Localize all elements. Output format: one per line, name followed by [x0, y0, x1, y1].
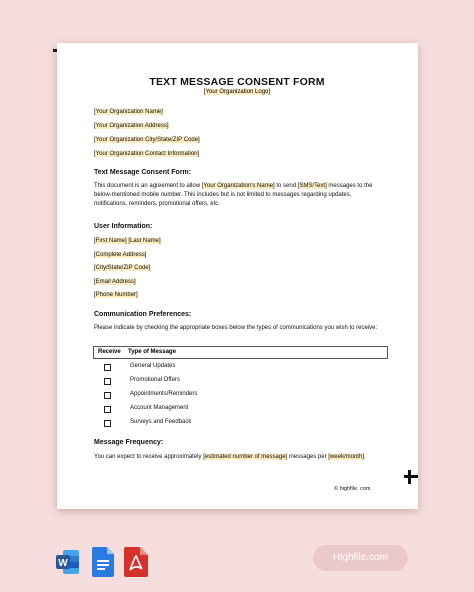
user-email: [Email Address]	[94, 279, 136, 285]
message-type-label: Account Management	[130, 405, 189, 411]
user-city: [City/State/ZIP Code]	[94, 265, 151, 271]
user-info-heading: User Information:	[94, 223, 153, 230]
user-name: [First Name] [Last Name]	[94, 238, 161, 244]
frequency-paragraph: You can expect to receive approximately [estimated number of message] messages per [week/month].	[94, 454, 366, 460]
org-address: [Your Organization Address]	[94, 123, 169, 129]
message-type-label: Appointments/Reminders	[130, 391, 198, 397]
copyright-footer: © highfile. com	[334, 486, 371, 492]
frequency-heading: Message Frequency:	[94, 439, 164, 446]
message-table-header	[93, 346, 388, 359]
comm-pref-text: Please indicate by checking the appropriate boxes below the types of communications you wish to receive:	[94, 325, 378, 331]
checkbox-account-management[interactable]	[104, 406, 111, 413]
org-city: [Your Organization City/State/ZIP Code]	[94, 137, 200, 143]
checkbox-promotional-offers[interactable]	[104, 378, 111, 385]
svg-text:W: W	[58, 558, 68, 569]
comm-pref-heading: Communication Preferences:	[94, 311, 192, 318]
user-phone: [Phone Number]	[94, 292, 138, 298]
col-receive: Receive	[98, 349, 121, 355]
pdf-icon[interactable]	[124, 547, 148, 577]
user-address: [Complete Address]	[94, 252, 147, 258]
logo-placeholder: [Your Organization Logo]	[203, 89, 271, 95]
col-message-type: Type of Message	[128, 349, 176, 355]
consent-heading: Text Message Consent Form:	[94, 169, 192, 176]
message-type-label: Promotional Offers	[130, 377, 180, 383]
message-type-label: Surveys and Feedback	[130, 419, 192, 425]
org-contact: [Your Organization Contact Information]	[94, 151, 200, 157]
document-title: TEXT MESSAGE CONSENT FORM	[149, 76, 325, 88]
org-name: [Your Organization Name]	[94, 109, 163, 115]
message-type-label: General Updates	[130, 363, 176, 369]
checkbox-appointments[interactable]	[104, 392, 111, 399]
consent-paragraph: This document is an agreement to allow [Your Organization's Name] to send [SMS/Text] messages to the below-mentioned mobile number. This includes but is not limited to messages regarding updates, notifications, reminders, promotional offers, etc.	[94, 183, 373, 207]
google-docs-icon[interactable]	[92, 547, 116, 577]
word-icon[interactable]	[56, 547, 80, 577]
highfile-link-button[interactable]: Highfile.com	[313, 545, 408, 571]
checkbox-surveys[interactable]	[104, 420, 111, 427]
checkbox-general-updates[interactable]	[104, 364, 111, 371]
page-corner-marker-bottom	[404, 470, 418, 484]
